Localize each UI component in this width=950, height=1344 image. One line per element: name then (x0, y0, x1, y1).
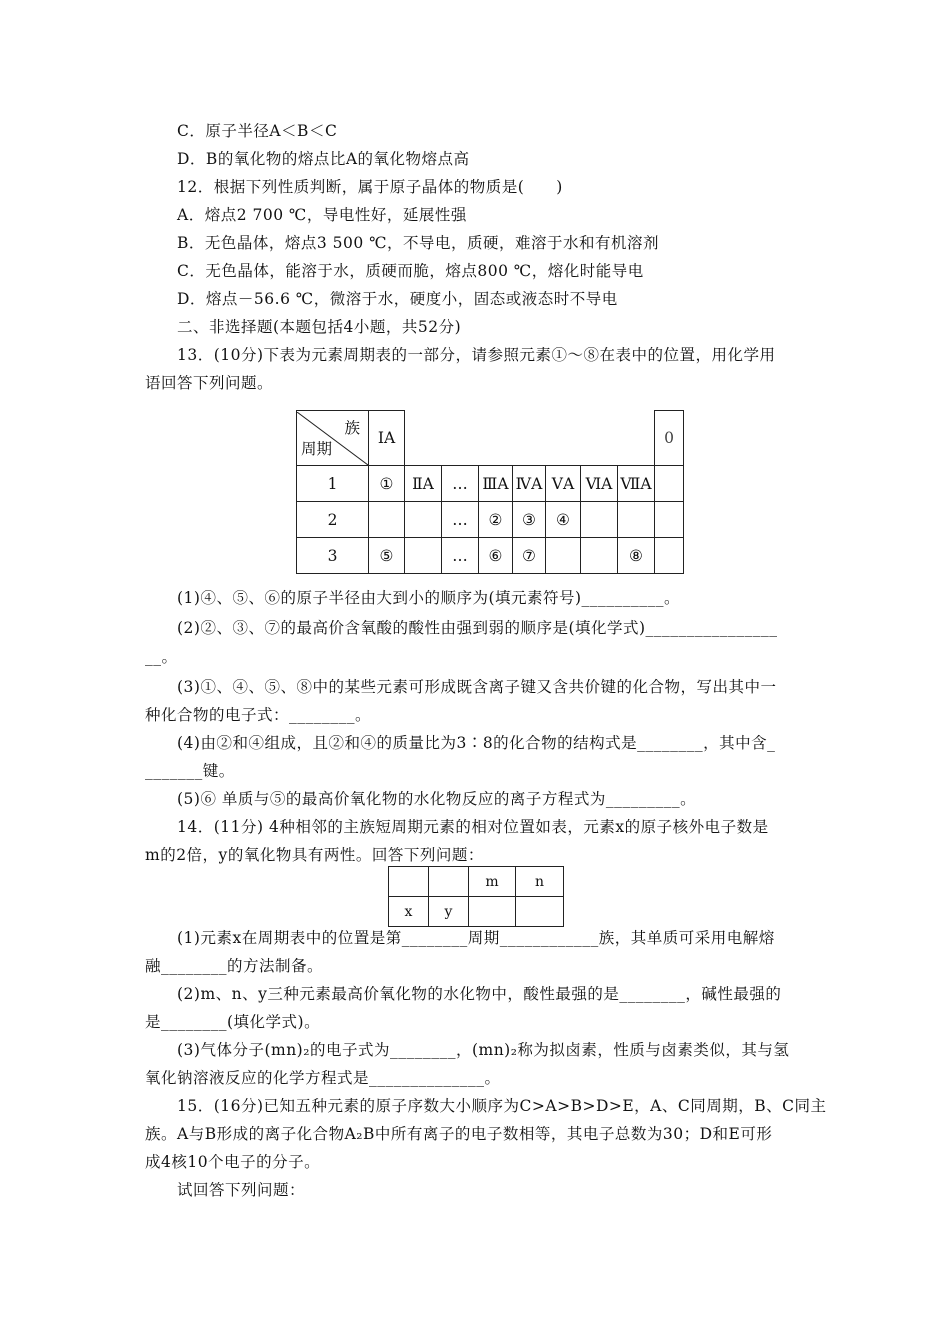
element-position-table (388, 866, 564, 927)
cell (546, 538, 581, 574)
q13-part4-cont: _______键。 (145, 762, 235, 780)
q14-part3: (3)气体分子(mn)₂的电子式为________，(mn)₂称为拟卤素，性质与卤素类似，其与氢 (177, 1041, 790, 1059)
cell (655, 538, 684, 574)
q13-part1: (1)④、⑤、⑥的原子半径由大到小的顺序为(填元素符号)__________。 (177, 589, 681, 607)
question-13-cont: 语回答下列问题。 (145, 374, 274, 392)
question-15-cont2: 成4核10个电子的分子。 (145, 1153, 321, 1171)
cell: ⑤ (369, 538, 405, 574)
cell (405, 502, 442, 538)
cell: ⑥ (479, 538, 513, 574)
q13-part2: (2)②、③、⑦的最高价含氧酸的酸性由强到弱的顺序是(填化学式)________________ (177, 619, 778, 637)
cell-n: n (516, 867, 564, 897)
cell: … (442, 538, 479, 574)
cell (581, 502, 618, 538)
cell: ⅡA (405, 466, 442, 502)
q13-part2-cont: __。 (145, 648, 178, 666)
cell (655, 466, 684, 502)
cell: ⅥA (581, 466, 618, 502)
table-row (297, 538, 684, 574)
q14-part2: (2)m、n、y三种元素最高价氧化物的水化物中，酸性最强的是________，碱性最强的 (177, 985, 782, 1003)
q13-part4: (4)由②和④组成，且②和④的质量比为3∶8的化合物的结构式是________，其中含_ (177, 734, 776, 752)
cell (469, 897, 516, 927)
table-row (297, 502, 684, 538)
table-row (389, 867, 564, 897)
periodic-table (296, 410, 684, 574)
cell: ⅣA (513, 466, 546, 502)
option-b-q12: B．无色晶体，熔点3 500 ℃，不导电，质硬，难溶于水和有机溶剂 (177, 234, 660, 252)
table-row (389, 897, 564, 927)
question-15: 15．(16分)已知五种元素的原子序数大小顺序为C>A>B>D>E，A、C同周期，B、C同主 (177, 1097, 827, 1115)
cell-x: x (389, 897, 429, 927)
cell: ④ (546, 502, 581, 538)
q14-part1-cont: 融________的方法制备。 (145, 957, 324, 975)
cell (655, 502, 684, 538)
cell: ⅤA (546, 466, 581, 502)
cell (369, 502, 405, 538)
cell-y: y (429, 897, 469, 927)
section-heading: 二、非选择题(本题包括4小题，共52分) (177, 318, 462, 336)
cell (405, 538, 442, 574)
cell-0: 0 (655, 411, 684, 466)
cell: ③ (513, 502, 546, 538)
question-14-cont: m的2倍，y的氧化物具有两性。回答下列问题： (145, 846, 484, 864)
cell (581, 538, 618, 574)
question-13: 13．(10分)下表为元素周期表的一部分，请参照元素①～⑧在表中的位置，用化学用 (177, 346, 776, 364)
q14-part3-cont: 氧化钠溶液反应的化学方程式是______________。 (145, 1069, 501, 1087)
cell (618, 502, 655, 538)
option-c-q12: C．无色晶体，能溶于水，质硬而脆，熔点800 ℃，熔化时能导电 (177, 262, 644, 280)
q13-part3-cont: 种化合物的电子式：________。 (145, 706, 372, 724)
header-group: 族 (344, 418, 360, 437)
question-14: 14．(11分) 4种相邻的主族短周期元素的相对位置如表，元素x的原子核外电子数是 (177, 818, 769, 836)
cell: ⑧ (618, 538, 655, 574)
question-12: 12．根据下列性质判断，属于原子晶体的物质是( ) (177, 178, 563, 196)
option-d-q12: D．熔点－56.6 ℃，微溶于水，硬度小，固态或液态时不导电 (177, 290, 618, 308)
cell (389, 867, 429, 897)
header-period: 周期 (301, 439, 333, 458)
cell (516, 897, 564, 927)
period-cell: 3 (297, 538, 369, 574)
cell: ⅢA (479, 466, 513, 502)
cell: … (442, 466, 479, 502)
table-row (297, 466, 684, 502)
question-15-prompt: 试回答下列问题： (177, 1181, 306, 1199)
period-cell: 1 (297, 466, 369, 502)
option-c-q11: C．原子半径A＜B＜C (177, 122, 338, 140)
table-header-diagonal (297, 411, 369, 466)
cell: … (442, 502, 479, 538)
q13-part3: (3)①、④、⑤、⑧中的某些元素可形成既含离子键又含共价键的化合物，写出其中一 (177, 678, 777, 696)
q14-part1: (1)元素x在周期表中的位置是第________周期____________族，其单质可采用电解熔 (177, 929, 775, 947)
q13-part5: (5)⑥ 单质与⑤的最高价氧化物的水化物反应的离子方程式为_________。 (177, 790, 697, 808)
period-cell: 2 (297, 502, 369, 538)
cell (429, 867, 469, 897)
cell: ① (369, 466, 405, 502)
question-15-cont: 族。A与B形成的离子化合物A₂B中所有离子的电子数相等，其电子总数为30；D和E可形 (145, 1125, 773, 1143)
option-a-q12: A．熔点2 700 ℃，导电性好，延展性强 (177, 206, 467, 224)
cell: ⅦA (618, 466, 655, 502)
cell: ② (479, 502, 513, 538)
option-d-q11: D．B的氧化物的熔点比A的氧化物熔点高 (177, 150, 470, 168)
cell-m: m (469, 867, 516, 897)
cell-1a: ⅠA (369, 411, 405, 466)
cell: ⑦ (513, 538, 546, 574)
blank-top (405, 411, 655, 466)
q14-part2-cont: 是________(填化学式)。 (145, 1013, 321, 1031)
